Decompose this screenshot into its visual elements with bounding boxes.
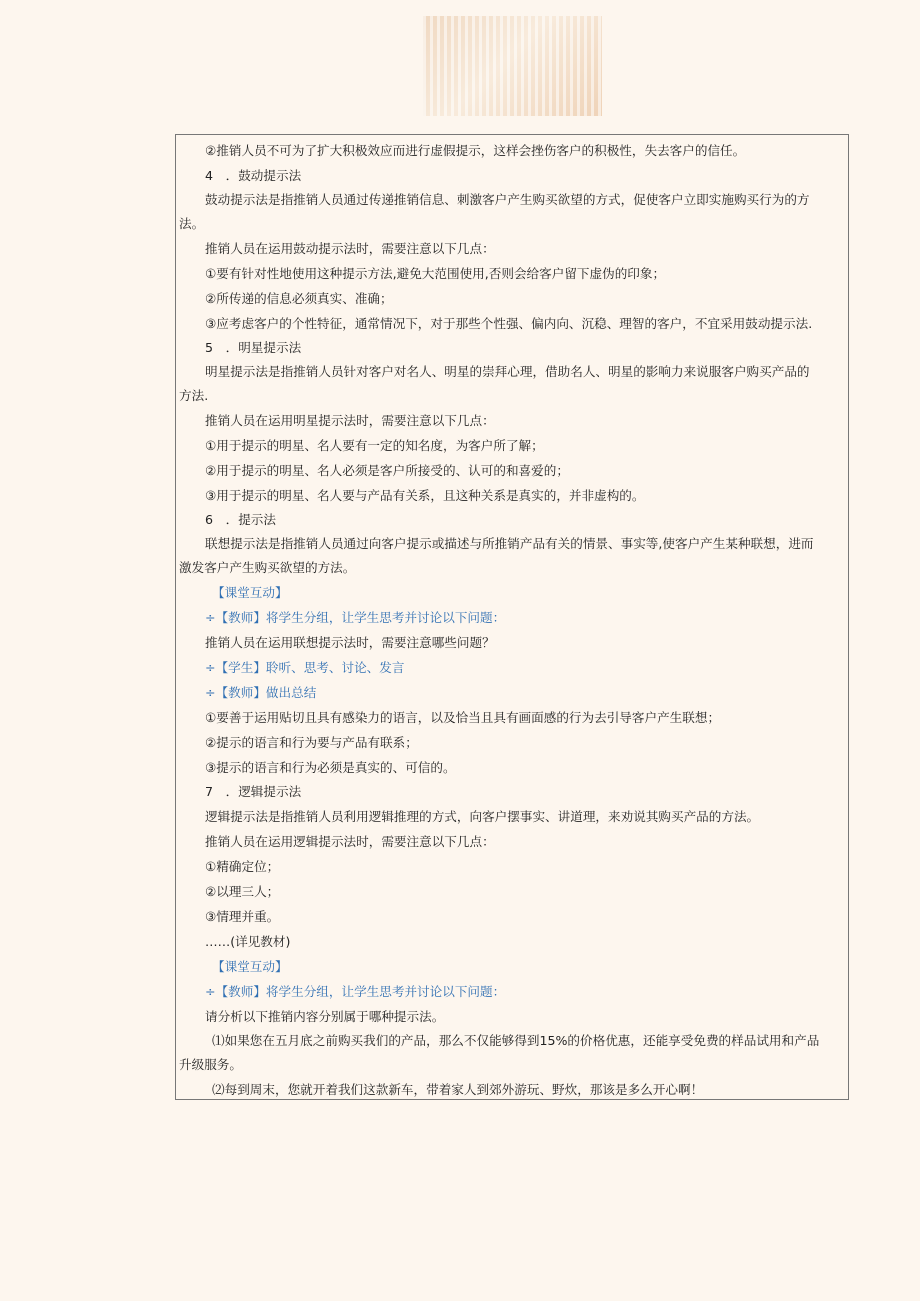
text-line: 推销人员在运用逻辑提示法时，需要注意以下几点： [205,834,495,849]
text-line: 鼓动提示法是指推销人员通过传递推销信息、刺激客户产生购买欲望的方式，促使客户立即实施购买行为的方 [205,192,810,207]
text-line: ②所传递的信息必须真实、准确； [205,291,393,306]
example-item-2: ⑵每到周末，您就开着我们这款新车，带着家人到郊外游玩、野炊，那该是多么开心啊！ [212,1082,704,1097]
text-line: 推销人员在运用明星提示法时，需要注意以下几点： [205,413,495,428]
classroom-interaction-label: 【课堂互动】 [212,959,288,974]
text-line: 请分析以下推销内容分别属于哪种提示法。 [205,1009,445,1024]
text-line: 明星提示法是指推销人员针对客户对名人、明星的崇拜心理，借助名人、明星的影响力来说服客户购买产品的 [205,364,810,379]
text-line: ②推销人员不可为了扩大积极效应而进行虚假提示，这样会挫伤客户的积极性，失去客户的信任。 [205,143,746,158]
text-line: 联想提示法是指推销人员通过向客户提示或描述与所推销产品有关的情景、事实等,使客户产生某种联想，进而 [205,536,814,551]
text-line: 升级服务。 [179,1057,242,1072]
header-decorative-image [423,16,602,116]
text-line: ③应考虑客户的个性特征，通常情况下，对于那些个性强、偏内向、沉稳、理智的客户，不宜采用鼓动提示法. [205,316,813,331]
text-line: 逻辑提示法是指推销人员利用逻辑推理的方式，向客户摆事实、讲道理，来劝说其购买产品的方法。 [205,809,760,824]
text-line: ①用于提示的明星、名人要有一定的知名度，为客户所了解； [205,438,544,453]
text-line: 推销人员在运用联想提示法时，需要注意哪些问题？ [205,635,495,650]
text-line: ②用于提示的明星、名人必须是客户所接受的、认可的和喜爱的； [205,463,569,478]
text-line: ①要有针对性地使用这种提示方法,避免大范围使用,否则会给客户留下虚伪的印象； [205,266,666,281]
teacher-instruction: ÷【教师】将学生分组，让学生思考并讨论以下问题： [205,984,506,999]
text-line: ……(详见教材) [205,934,291,949]
text-line: 方法. [179,388,209,403]
section-heading-7: 7 ．逻辑提示法 [205,784,302,799]
student-activity: ÷【学生】聆听、思考、讨论、发言 [205,660,405,675]
text-line: 激发客户产生购买欲望的方法。 [179,560,356,575]
text-line: ③用于提示的明星、名人要与产品有关系，且这种关系是真实的，并非虚构的。 [205,488,645,503]
section-heading-6: 6 ．提示法 [205,512,276,527]
example-item-1: ⑴如果您在五月底之前购买我们的产品，那么不仅能够得到15%的价格优惠，还能享受免费的样品试用和产品 [212,1033,820,1048]
section-heading-4: 4 ．鼓动提示法 [205,168,302,183]
text-line: ①精确定位； [205,859,280,874]
teacher-instruction: ÷【教师】将学生分组，让学生思考并讨论以下问题： [205,610,506,625]
text-line: ②以理三人； [205,884,280,899]
section-heading-5: 5 ．明星提示法 [205,340,302,355]
text-line: ①要善于运用贴切且具有感染力的语言，以及恰当且具有画面感的行为去引导客户产生联想； [205,710,721,725]
text-line: 法。 [179,216,205,231]
text-line: ②提示的语言和行为要与产品有联系； [205,735,418,750]
text-line: ③提示的语言和行为必须是真实的、可信的。 [205,760,456,775]
classroom-interaction-label: 【课堂互动】 [212,585,288,600]
document-content-box [175,134,849,1100]
text-line: ③情理并重。 [205,909,280,924]
text-line: 推销人员在运用鼓动提示法时，需要注意以下几点： [205,241,495,256]
teacher-summary: ÷【教师】做出总结 [205,685,317,700]
